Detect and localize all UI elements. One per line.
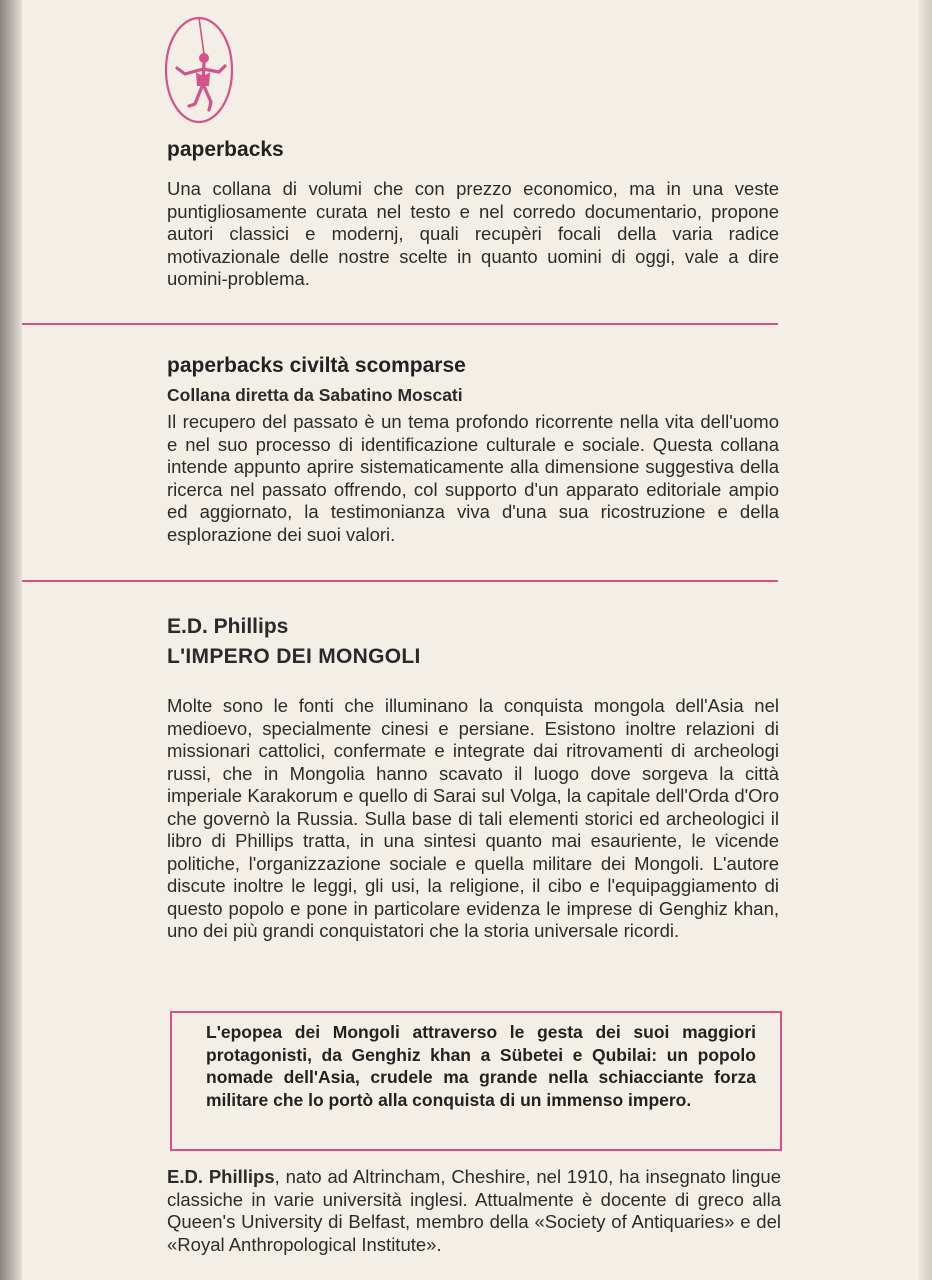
book-section (167, 612, 779, 943)
civilta-description: Il recupero del passato è un tema profondo ricorrente nella vita dell'uomo e nel suo processo di identificazione culturale e sociale. Questa collana intende appunto aprire sistematicamente alla dimensione suggestiva della ricerca nel passato offrendo, col supporto d'un apparato editoriale ampio ed aggiornato, la testimonianza viva d'una sua ricostruzione e della esplorazione dei suoi valori. (167, 411, 779, 545)
paperbacks-section (167, 138, 779, 291)
page-edge (918, 0, 932, 1280)
civilta-heading: paperbacks civiltà scomparse (167, 354, 466, 377)
author-bio (167, 1166, 781, 1256)
book-author: E.D. Phillips (167, 615, 289, 638)
book-spine-edge (0, 0, 22, 1280)
blurb-box (170, 1011, 782, 1151)
book-title: L'IMPERO DEI MONGOLI (167, 645, 421, 668)
bio-text: , nato ad Altrincham, Cheshire, nel 1910, ha insegnato lingue classiche in varie università inglesi. Attualmente è docente di greco alla Queen's University di Belfast, membro della «Society of Antiquaries» e del «Royal Anthropological Institute». (167, 1166, 781, 1255)
paperbacks-description: Una collana di volumi che con prezzo economico, ma in una veste puntigliosamente curata nel testo e nel corredo documentario, propone autori classici e modernj, quali recupèri focali della varia radice motivazionale delle nostre scelte in quanto uomini di oggi, vale a dire uomini-problema. (167, 178, 779, 289)
paperbacks-heading: paperbacks (167, 138, 284, 161)
dancing-figure-logo-icon (163, 12, 235, 124)
book-description: Molte sono le fonti che illuminano la conquista mongola dell'Asia nel medioevo, specialmente cinesi e persiane. Esistono inoltre relazioni di missionari cattolici, confermate e integrate dai ritrovamenti di archeologi russi, che in Mongolia hanno scavato il luogo dove sorgeva la città imperiale Karakorum e quello di Sarai sul Volga, la capitale dell'Orda d'Oro che governò la Russia. Sulla base di tali elementi storici ed archeologici il libro di Phillips tratta, in una sintesi quanto mai esauriente, le vicende politiche, l'organizzazione sociale e quella militare dei Mongoli. L'autore discute inoltre le leggi, gli usi, la religione, il cibo e l'equipaggiamento di questo popolo e pone in particolare evidenza le imprese di Genghiz khan, uno dei più grandi conquistatori che la storia universale ricordi. (167, 695, 779, 941)
section-divider (22, 580, 778, 582)
section-divider (22, 323, 778, 325)
bio-author-name: E.D. Phillips (167, 1166, 275, 1187)
civilta-scomparse-section (167, 354, 779, 546)
series-editor: Collana diretta da Sabatino Moscati (167, 385, 463, 405)
blurb-text: L'epopea dei Mongoli attraverso le gesta dei suoi maggiori protagonisti, da Genghiz khan a Sübetei e Qubilai: un popolo nomade dell'Asia, crudele ma grande nella schiacciante forza militare che lo portò alla conquista di un immenso impero. (206, 1022, 756, 1110)
